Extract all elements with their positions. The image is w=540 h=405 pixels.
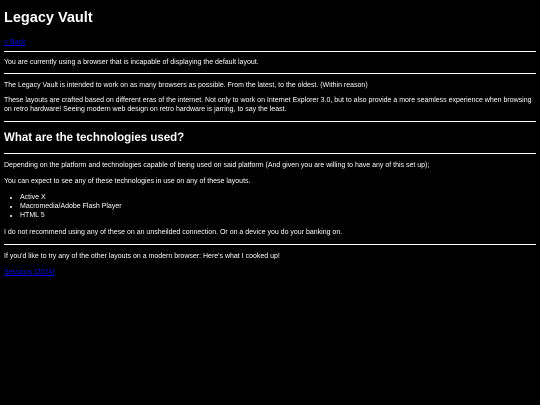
- divider: [4, 51, 536, 52]
- list-item: • HTML 5: [20, 211, 536, 220]
- layouts-paragraph: These layouts are crafted based on different eras of the internet. Not only to work on Internet Explorer 3.0, but to also provide a more seamless experience when browsing on retro hardware! Seeing modern web design on retro hardware is jarring, to say the least.: [4, 97, 532, 113]
- modern-browser-paragraph: If you'd like to try any of the other layouts on a modern browser: Here's what I cooked up!: [4, 253, 280, 260]
- page-title: Legacy Vault: [4, 10, 93, 26]
- divider: [4, 244, 536, 245]
- expect-paragraph: You can expect to see any of these technologies in use on any of these layouts.: [4, 178, 251, 185]
- list-item: • Macromedia/Adobe Flash Player: [20, 202, 536, 211]
- unsupported-browser-notice: You are currently using a browser that is incapable of displaying the default layout.: [4, 59, 259, 66]
- list-item: • Active X: [20, 193, 536, 202]
- divider: [4, 121, 536, 122]
- depending-paragraph: Depending on the platform and technologies capable of being used on said platform (And given you are willing to have any of this set up);: [4, 162, 430, 169]
- recommend-paragraph: I do not recommend using any of these on an unsheilded connection. Or on a device you do your banking on.: [4, 229, 343, 236]
- technologies-heading: What are the technologies used?: [4, 132, 185, 144]
- intended-paragraph: The Legacy Vault is intended to work on as many browsers as possible. From the latest, to the oldest. (Within reason): [4, 82, 368, 89]
- divider: [4, 73, 536, 74]
- divider: [4, 153, 536, 154]
- back-link[interactable]: < Back: [4, 39, 26, 46]
- sessions-link[interactable]: Sessions (2024): [4, 269, 55, 276]
- technologies-list: [4, 193, 536, 220]
